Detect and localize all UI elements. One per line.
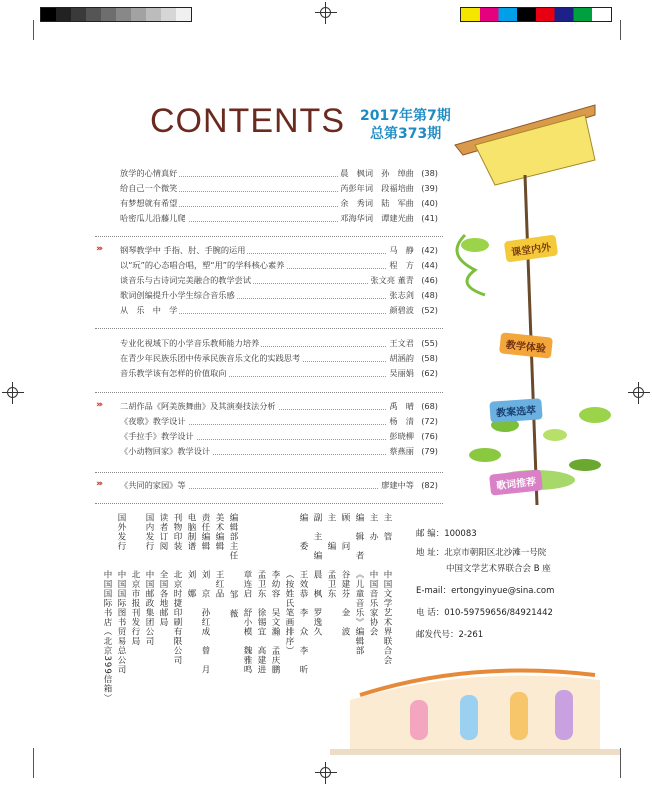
email[interactable]: E-mail：ertongyinyue@sina.com [416,586,555,596]
toc-page: (44) [421,260,438,270]
credit-value: 刘 娜 [186,570,196,599]
registration-mark-left [2,382,24,404]
registration-mark-bottom [315,762,337,784]
credit-label: 编 辑 者 [354,513,364,561]
toc-entry[interactable] [118,429,438,444]
toc-entry[interactable] [118,351,438,366]
toc-title: 《手拉手》教学设计 [118,429,196,444]
toc-title: 在青少年民族乐团中传承民族音乐文化的实践思考 [118,351,302,366]
toc-title: 有梦想就有希望 [118,196,179,211]
toc-title: 《共同的家园》等 [118,478,188,493]
toc-author: 颜碧波 [387,303,416,318]
toc-title: 钢琴教学中 手指、肘、手腕的运用 [118,243,247,258]
toc-entry[interactable] [118,258,438,273]
toc-author: 程 方 [387,258,416,273]
section-sign-3: 教案选萃 [489,398,542,423]
toc-page: (38) [421,168,438,178]
toc-author: 蔡燕丽 [387,444,416,459]
credit-value: 章连启 舒小模 魏雅鸣 [242,570,252,675]
toc-author: 杨 清 [387,414,416,429]
credit-value: 邹 薇 [228,590,238,619]
toc-author: 马 静 [387,243,416,258]
credit-value: 孟卫东 [326,570,336,599]
section-marker-icon: ››› [96,400,102,410]
credit-label: 责任编辑 [200,513,210,551]
toc-page: (68) [421,401,438,411]
credit-label: 读者订阅 [158,513,168,551]
toc-group-2 [96,243,438,318]
postcode: 邮 编：100083 [416,529,477,539]
toc-page: (42) [421,245,438,255]
toc-title: 从 乐 中 学 [118,303,179,318]
credit-value: 谷建芬 金 波 [340,570,350,637]
postal-distribution-code: 邮发代号：2-261 [416,630,484,640]
credit-value: 中国国际书店（北京399信箱） [102,570,112,704]
toc-page: (62) [421,368,438,378]
credit-value: 《儿童音乐》编辑部 [354,570,364,656]
section-sign-2: 教学体验 [499,332,553,358]
toc-title: 《小动物回家》教学设计 [118,444,212,459]
toc-title: 歌词创编提升小学生综合音乐感 [118,288,237,303]
toc-page: (48) [421,290,438,300]
credit-note: （按姓氏笔画排序） [284,570,294,656]
credit-value: 刘 京 孙红成 曾 月 [200,570,210,675]
toc-title: 以“玩”的心态唱合唱，塑“用”的学科核心素养 [118,258,286,273]
toc-group-3 [118,336,438,381]
credit-label: 刊物印装 [172,513,182,551]
credit-label: 国外发行 [116,513,126,551]
credit-value: 晨 枫 罗逸久 [312,570,322,637]
toc-author: 余 秀词 陆 军曲 [338,196,416,211]
toc-title: 音乐教学该有怎样的价值取向 [118,366,228,381]
credit-label: 国内发行 [144,513,154,551]
toc-author: 彭晓柳 [387,429,416,444]
credit-label: 编 委 [298,513,308,551]
toc-entry[interactable] [118,166,438,181]
toc-title: 谈音乐与古诗词完美融合的教学尝试 [118,273,253,288]
toc-page: (46) [421,275,438,285]
toc-entry[interactable] [118,478,438,493]
toc-entry[interactable] [118,303,438,318]
section-sign-1: 课堂内外 [504,234,558,262]
toc-author: 晨 枫词 孙 绰曲 [338,166,416,181]
toc-author: 邓海华词 谭建光曲 [338,211,416,226]
credit-value: 孟卫东 徐锡宜 高建进 [256,570,266,675]
credit-value: 王红品 [214,570,224,599]
section-marker-icon: ››› [96,244,102,254]
phone: 电 话：010-59759656/84921442 [416,608,553,618]
toc-title: 专业化视域下的小学音乐教师能力培养 [118,336,261,351]
divider [95,236,443,237]
toc-entry[interactable] [118,243,438,258]
toc-entry[interactable] [118,366,438,381]
crop-mark [620,20,621,40]
toc-page: (72) [421,416,438,426]
credit-label: 顾 问 [340,513,350,551]
grayscale-bar [40,7,192,22]
building-illustration [330,640,620,760]
toc-title: 放学的心情真好 [118,166,179,181]
toc-title: 二胡作品《阿美族舞曲》及其演奏技法分析 [118,399,278,414]
credit-value: 北京市报刊发行局 [130,570,140,646]
credit-value: 中国邮政集团公司 [144,570,154,646]
toc-group-5 [96,478,438,493]
credit-label: 主 编 [326,513,336,551]
toc-entry[interactable] [118,444,438,459]
toc-author: 胡涵韵 [387,351,416,366]
toc-author: 禹 晴 [387,399,416,414]
toc-page: (40) [421,198,438,208]
credit-value: 李幼容 吴文瀚 孟庆鹏 [270,570,280,675]
credit-value: 王效恭 李 众 李 昕 [298,570,308,675]
toc-title: 给自己一个微笑 [118,181,179,196]
toc-entry[interactable] [118,288,438,303]
signpost-illustration [445,85,645,505]
toc-entry[interactable] [118,181,438,196]
credit-label: 主 管 [382,513,392,542]
divider [95,472,443,473]
toc-title: 《夜歌》教学设计 [118,414,188,429]
credit-label: 副 主 编 [312,513,322,561]
credit-label: 编辑部主任 [228,513,238,561]
toc-page: (55) [421,338,438,348]
toc-entry[interactable] [118,196,438,211]
crop-mark [33,748,34,778]
total-issue-number: 总第373期 [370,126,442,142]
toc-entry[interactable] [118,273,438,288]
credit-value: 全国各地邮局 [158,570,168,627]
toc-page: (79) [421,446,438,456]
crop-mark [620,748,621,778]
divider [95,392,443,393]
credit-label: 主 办 [368,513,378,542]
section-sign-4: 歌词推荐 [489,469,543,495]
toc-page: (76) [421,431,438,441]
address-line-2: 中国文学艺术界联合会 B 座 [446,564,551,574]
toc-entry[interactable] [118,399,438,414]
divider [95,503,443,504]
section-marker-icon: ››› [96,479,102,489]
credit-value: 北京时捷印刷有限公司 [172,570,182,665]
toc-entry[interactable] [118,336,438,351]
toc-author: 吴丽娟 [387,366,416,381]
toc-group-4 [96,399,438,459]
toc-entry[interactable] [118,414,438,429]
credit-value: 中国国际图书贸易总公司 [116,570,126,675]
toc-page: (82) [421,480,438,490]
contents-title: CONTENTS [150,102,345,140]
toc-author: 王文君 [387,336,416,351]
toc-page: (58) [421,353,438,363]
toc-author: 张志剑 [387,288,416,303]
toc-author: 廖建中等 [379,478,416,493]
toc-page: (39) [421,183,438,193]
toc-page: (41) [421,213,438,223]
registration-mark-top [315,2,337,24]
credit-value: 中国音乐家协会 [368,570,378,637]
toc-author: 张文亮 董青 [368,273,416,288]
credit-label: 电脑制谱 [186,513,196,551]
toc-author: 芮彭年词 段福培曲 [338,181,416,196]
toc-title: 哈密瓜儿沿藤儿爬 [118,211,188,226]
credit-value: 中国文学艺术界联合会 [382,570,392,665]
color-bar [460,7,612,22]
divider [95,328,443,329]
toc-entry[interactable] [118,211,438,226]
toc-group-1 [118,166,438,226]
issue-number: 2017年第7期 [360,108,451,124]
toc-page: (52) [421,305,438,315]
crop-mark [33,20,34,40]
credit-label: 美术编辑 [214,513,224,551]
address-line-1: 地 址：北京市朝阳区北沙滩一号院 [416,548,547,558]
